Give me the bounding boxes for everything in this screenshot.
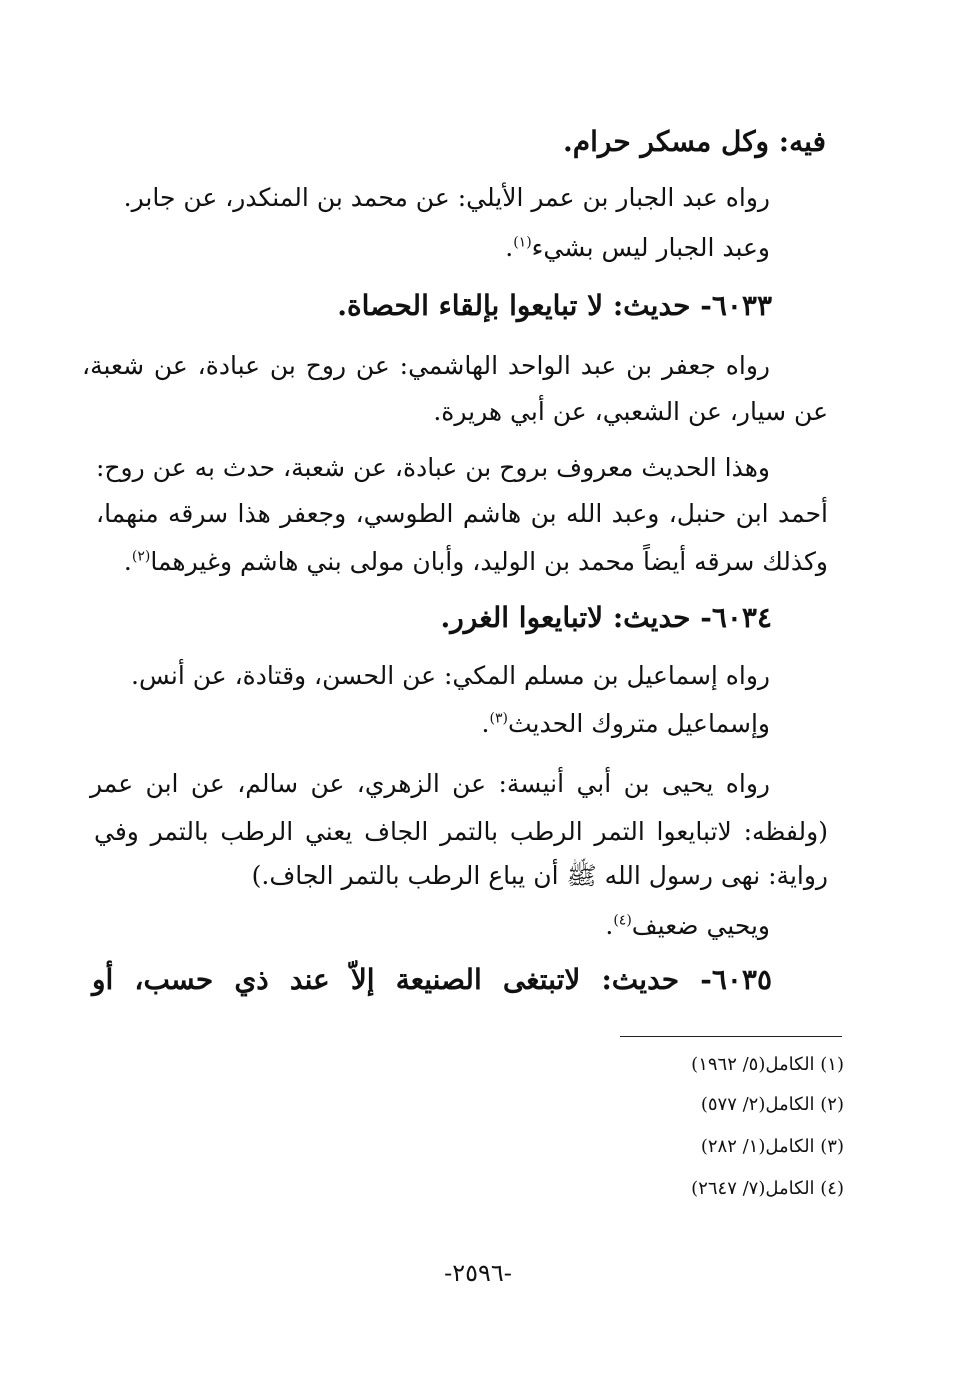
footnote-divider — [620, 1036, 842, 1037]
text-run: ويحيي ضعيف — [631, 911, 770, 940]
text-line: رواه جعفر بن عبد الواحد الهاشمي: عن روح بن عبادة، عن شعبة، — [82, 351, 770, 380]
text-line: رواية: نهى رسول الله ﷺ أن يباع الرطب بالتمر الجاف.) — [251, 861, 828, 890]
text-run: وعبد الجبار ليس بشيء — [531, 233, 770, 262]
footnote-ref: (٤) — [613, 912, 632, 929]
text-line: عن سيار، عن الشعبي، عن أبي هريرة. — [433, 397, 828, 426]
hadith-heading-6035: ٦٠٣٥- حديث: لاتبتغى الصنيعة إلاّ عند ذي حسب، أو — [92, 963, 772, 996]
footnote-3: (٣) الكامل(١/ ٢٨٢) — [700, 1136, 844, 1157]
text-line: رواه يحيى بن أبي أنيسة: عن الزهري، عن سالم، عن ابن عمر — [90, 769, 770, 798]
footnote-ref: (٢) — [131, 548, 151, 565]
text-run: وإسماعيل متروك الحديث — [507, 709, 770, 738]
text-line: وكذلك سرقه أيضاً محمد بن الوليد، وأبان مولى بني هاشم وغيرهما$^{(٢)}$. — [123, 547, 828, 576]
hadith-heading-6034: ٦٠٣٤- حديث: لاتبايعوا الغرر. — [440, 601, 772, 634]
footnote-2: (٢) الكامل(٢/ ٥٧٧) — [700, 1094, 844, 1115]
hadith-heading-6033: ٦٠٣٣- حديث: لا تبايعوا بإلقاء الحصاة. — [337, 289, 772, 322]
text-line: ويحيي ضعيف$^{(٤)}$. — [605, 911, 770, 940]
text-line: رواه إسماعيل بن مسلم المكي: عن الحسن، وقتادة، عن أنس. — [131, 661, 770, 690]
page-number: -٢٥٩٦- — [444, 1259, 512, 1287]
text-line: (ولفظه: لاتبايعوا التمر الرطب بالتمر الجاف يعني الرطب بالتمر وفي — [94, 817, 828, 846]
footnote-4: (٤) الكامل(٧/ ٢٦٤٧) — [691, 1178, 844, 1199]
footnote-ref: (١) — [513, 234, 532, 251]
text-line: وإسماعيل متروك الحديث$^{(٣)}$. — [481, 709, 770, 738]
footnote-1: (١) الكامل(٥/ ١٩٦٢) — [691, 1054, 844, 1075]
text-line: وعبد الجبار ليس بشيء$^{(١)}$. — [505, 233, 770, 262]
text-line: أحمد ابن حنبل، وعبد الله بن هاشم الطوسي، وجعفر هذا سرقه منهما، — [96, 499, 828, 528]
text-line: رواه عبد الجبار بن عمر الأيلي: عن محمد بن المنكدر، عن جابر. — [123, 183, 770, 212]
text-line-heading-fih: فيه: وكل مسكر حرام. — [563, 125, 826, 158]
text-line: وهذا الحديث معروف بروح بن عبادة، عن شعبة، حدث به عن روح: — [96, 453, 770, 482]
footnote-ref: (٣) — [489, 710, 508, 727]
text-run: وكذلك سرقه أيضاً محمد بن الوليد، وأبان مولى بني هاشم وغيرهما — [150, 547, 828, 576]
